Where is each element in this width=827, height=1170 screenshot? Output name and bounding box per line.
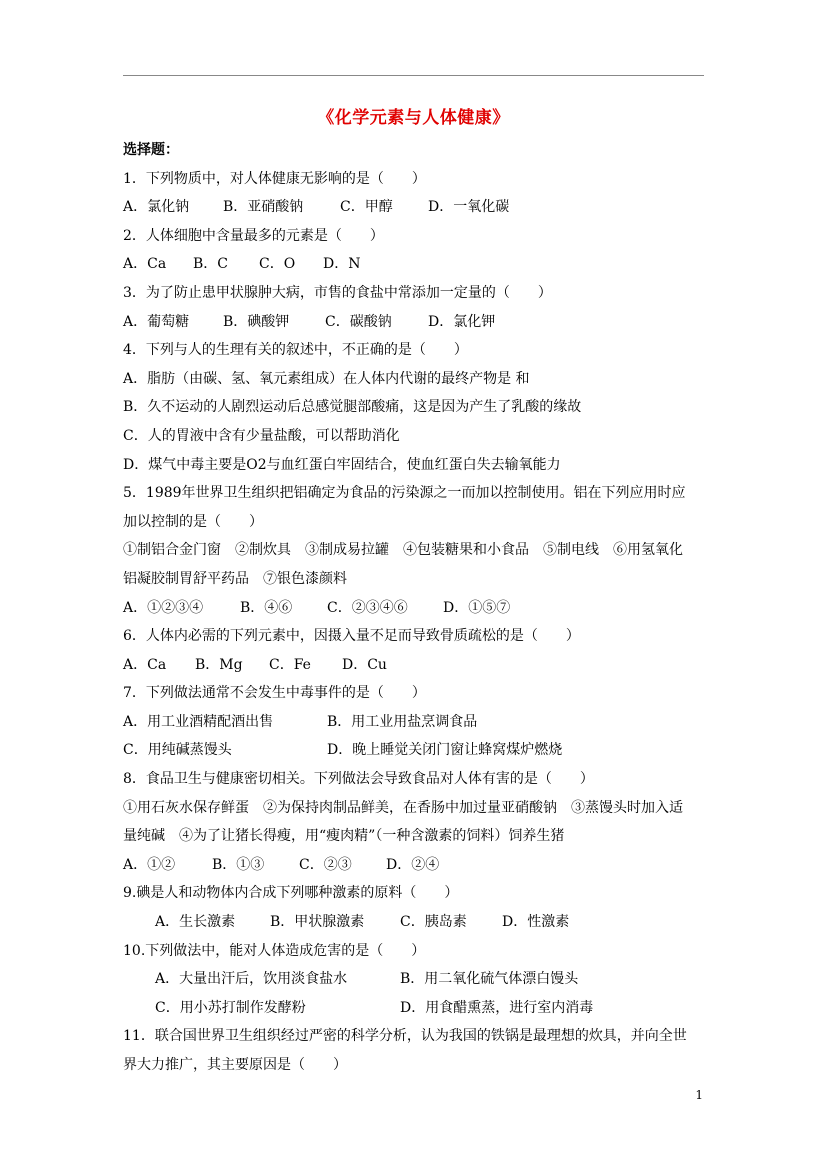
option: C．②③ [299, 856, 352, 873]
option-row [123, 193, 718, 222]
option: C．②③④⑥ [327, 599, 408, 616]
option: A．Ca [123, 256, 167, 273]
option: D．性激素 [502, 914, 570, 931]
option: D．煤气中毒主要是O2与血红蛋白牢固结合，使血红蛋白失去输氧能力 [123, 456, 561, 473]
option: C．胰岛素 [400, 914, 467, 931]
option: D．②④ [386, 856, 440, 873]
question-stem: 3．为了防止患甲状腺肿大病，市售的食盐中常添加一定量的（ ） [123, 284, 552, 301]
option: B．甲状腺激素 [270, 914, 365, 931]
option: A．氯化钠 [123, 199, 190, 216]
question-stem: 铝凝胶制胃舒平药品 ⑦银色漆颜料 [123, 570, 347, 587]
option-row [123, 851, 718, 880]
option-row [123, 736, 718, 765]
option: D．一氧化碳 [428, 199, 510, 216]
option: C．人的胃液中含有少量盐酸，可以帮助消化 [123, 427, 400, 444]
question-stem: 6．人体内必需的下列元素中，因摄入量不足而导致骨质疏松的是（ ） [123, 628, 580, 645]
option: C．用纯碱蒸馒头 [123, 742, 232, 759]
option: C．Fe [269, 656, 311, 673]
option: B．Mg [195, 656, 243, 673]
page-number: 1 [695, 1088, 703, 1102]
question-stem: 9.碘是人和动物体内合成下列哪种激素的原料（ ） [123, 885, 459, 902]
question-list [123, 136, 718, 1080]
option: B．碘酸钾 [223, 313, 290, 330]
option-row [123, 994, 718, 1023]
question-stem: 4．下列与人的生理有关的叙述中，不正确的是（ ） [123, 342, 468, 359]
question-stem: 7．下列做法通常不会发生中毒事件的是（ ） [123, 685, 426, 702]
option: B．用二氧化硫气体漂白馒头 [400, 971, 579, 988]
option: B．①③ [212, 856, 265, 873]
option-row [123, 908, 718, 937]
question-stem: ①用石灰水保存鲜蛋 ②为保持肉制品鲜美，在香肠中加过量亚硝酸钠 ③蒸馒头时加入适 [123, 799, 683, 816]
option: B．C [193, 256, 228, 273]
option-row [123, 708, 718, 737]
section-heading: 选择题： [123, 142, 179, 158]
option: D．Cu [342, 656, 387, 673]
option-row [123, 594, 718, 623]
page-title: 《化学元素与人体健康》 [317, 108, 510, 128]
question-stem: 10.下列做法中，能对人体造成危害的是（ ） [123, 942, 426, 959]
option: D．用食醋熏蒸，进行室内消毒 [400, 999, 594, 1016]
question-stem: 5．1989年世界卫生组织把铝确定为食品的污染源之一而加以控制使用。铝在下列应用时应 [123, 485, 686, 502]
option: C．甲醇 [340, 199, 393, 216]
option: D．氯化钾 [428, 313, 496, 330]
option: C．用小苏打制作发酵粉 [155, 999, 306, 1016]
option: B．久不运动的人剧烈运动后总感觉腿部酸痛，这是因为产生了乳酸的缘故 [123, 399, 582, 416]
option: D．①⑤⑦ [443, 599, 511, 616]
question-stem: 量纯碱 ④为了让猪长得瘦，用“瘦肉精”（一种含激素的饲料）饲养生猪 [123, 828, 565, 845]
option: A．用工业酒精配酒出售 [123, 713, 274, 730]
question-stem: 2．人体细胞中含量最多的元素是（ ） [123, 227, 384, 244]
option: A．葡萄糖 [123, 313, 190, 330]
option-row [123, 651, 718, 680]
option-row [123, 250, 718, 279]
option: A．Ca [123, 656, 167, 673]
option: B．亚硝酸钠 [223, 199, 304, 216]
question-stem: ①制铝合金门窗 ②制炊具 ③制成易拉罐 ④包装糖果和小食品 ⑤制电线 ⑥用氢氧化 [123, 542, 683, 559]
option: B．用工业用盐烹调食品 [327, 713, 478, 730]
option-row [123, 308, 718, 337]
option: A．①②③④ [123, 599, 204, 616]
option: D．N [323, 256, 361, 273]
question-stem: 加以控制的是（ ） [123, 513, 263, 530]
option: C．O [259, 256, 296, 273]
option: A．生长激素 [155, 914, 236, 931]
option: B．④⑥ [240, 599, 293, 616]
option: A．脂肪（由碳、氢、氧元素组成）在人体内代谢的最终产物是 和 [123, 370, 530, 387]
option-row [123, 965, 718, 994]
question-stem: 8．食品卫生与健康密切相关。下列做法会导致食品对人体有害的是（ ） [123, 771, 594, 788]
question-stem: 1．下列物质中，对人体健康无影响的是（ ） [123, 170, 426, 187]
question-stem: 界大力推广，其主要原因是（ ） [123, 1057, 347, 1073]
question-stem: 11．联合国世界卫生组织经过严密的科学分析，认为我国的铁锅是最理想的炊具，并向全世 [123, 1028, 687, 1045]
option: A．①② [123, 856, 176, 873]
option: D．晚上睡觉关闭门窗让蜂窝煤炉燃烧 [327, 742, 563, 759]
option: C．碳酸钠 [325, 313, 392, 330]
option: A．大量出汗后，饮用淡食盐水 [155, 971, 348, 988]
header-rule [123, 75, 704, 76]
